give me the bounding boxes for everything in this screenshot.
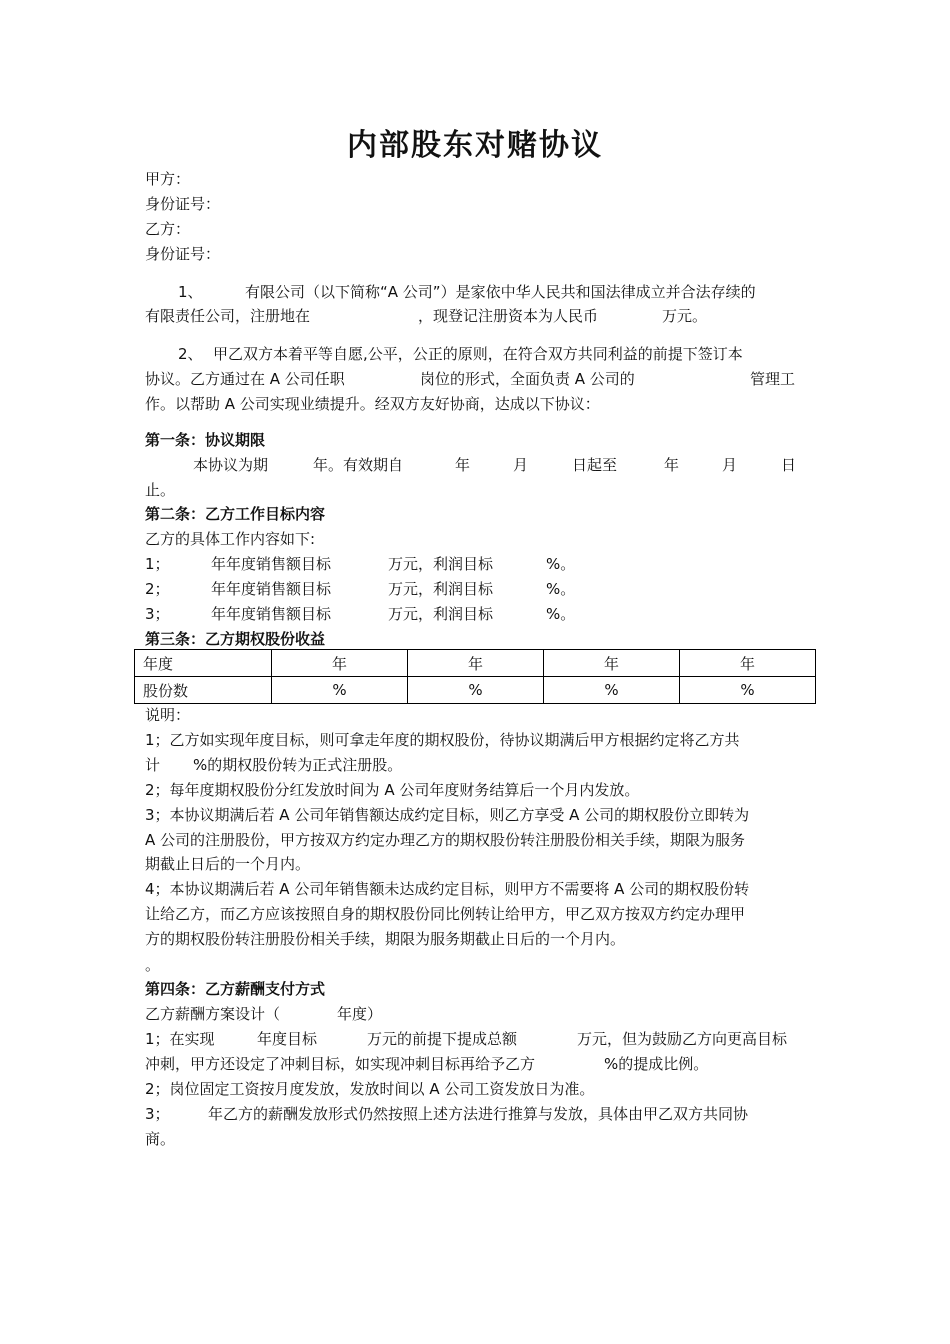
preamble-2-number: 2、 [178, 345, 203, 363]
note-text: 1；乙方如实现年度目标，则可拿走年度的期权股份，待协议期满后甲方根据约定将乙方共 [145, 731, 740, 749]
salary-item-text: 年度目标 [257, 1030, 318, 1048]
table-row [135, 650, 816, 677]
table-cell: 年 [272, 650, 408, 677]
table-cell: 年度 [135, 650, 272, 677]
equity-table [134, 649, 816, 704]
target-item-percent: %。 [546, 580, 576, 598]
table-cell: 股份数 [135, 677, 272, 704]
table-cell: % [272, 677, 408, 704]
target-item-sales: 年年度销售额目标 [211, 605, 332, 623]
salary-item-text: 3； [145, 1105, 170, 1123]
salary-item-text: 万元的前提下提成总额 [367, 1030, 518, 1048]
note-text: A 公司的注册股份，甲方按双方约定办理乙方的期权股份转注册股份相关手续，期限为服务 [145, 831, 746, 849]
table-cell: 年 [680, 650, 816, 677]
note-text: 4；本协议期满后若 A 公司年销售额未达成约定目标，则甲方不需要将 A 公司的期权股份转 [145, 880, 750, 898]
party-a-label: 甲方： [145, 170, 191, 188]
preamble-1-text: 有限责任公司，注册地在 [145, 307, 311, 325]
target-item-sales: 年年度销售额目标 [211, 580, 332, 598]
salary-item-text: 1；在实现 [145, 1030, 215, 1048]
note-text: 让给乙方，而乙方应该按照自身的期权股份同比例转让给甲方，甲乙双方按双方约定办理甲 [145, 905, 746, 923]
salary-item-text: %的提成比例。 [604, 1055, 709, 1073]
article-1-heading: 第一条：协议期限 [145, 431, 266, 449]
target-item-profit: 万元，利润目标 [388, 605, 494, 623]
preamble-2-text: 管理工 [750, 370, 796, 388]
article-1-text: 月 [722, 456, 738, 474]
preamble-2-text: 协议。乙方通过在 A 公司任职 [145, 370, 345, 388]
article-1-text: 本协议为期 [193, 456, 269, 474]
party-b-id-label: 身份证号： [145, 245, 221, 263]
table-cell: 年 [408, 650, 544, 677]
note-text: 2；每年度期权股份分红发放时间为 A 公司年度财务结算后一个月内发放。 [145, 781, 640, 799]
party-a-id-label: 身份证号： [145, 195, 221, 213]
target-item-number: 2； [145, 580, 170, 598]
article-1-text: 年 [455, 456, 471, 474]
table-cell: % [408, 677, 544, 704]
preamble-1-text: 万元。 [662, 307, 708, 325]
article-2-intro: 乙方的具体工作内容如下: [145, 530, 316, 548]
salary-item-text: 万元，但为鼓励乙方向更高目标 [577, 1030, 788, 1048]
article-1-text: 月 [513, 456, 529, 474]
article-1-text: 日 [781, 456, 797, 474]
stray-period: 。 [145, 956, 161, 974]
preamble-1-number: 1、 [178, 283, 203, 301]
table-cell: % [680, 677, 816, 704]
target-item-profit: 万元，利润目标 [388, 555, 494, 573]
note-text: 3；本协议期满后若 A 公司年销售额达成约定目标，则乙方享受 A 公司的期权股份立即转为 [145, 806, 750, 824]
salary-item-text: 冲刺，甲方还设定了冲刺目标，如实现冲刺目标再给予乙方 [145, 1055, 536, 1073]
article-1-text: 年。有效期自 [313, 456, 404, 474]
article-1-text: 年 [664, 456, 680, 474]
target-item-percent: %。 [546, 605, 576, 623]
note-text: 计 [145, 756, 161, 774]
target-item-profit: 万元，利润目标 [388, 580, 494, 598]
note-text: 方的期权股份转注册股份相关手续，期限为服务期截止日后的一个月内。 [145, 930, 626, 948]
salary-design-text: 年度） [337, 1005, 383, 1023]
target-item-sales: 年年度销售额目标 [211, 555, 332, 573]
target-item-number: 1； [145, 555, 170, 573]
salary-item-text: 2；岗位固定工资按月度发放，发放时间以 A 公司工资发放日为准。 [145, 1080, 595, 1098]
article-2-heading: 第二条：乙方工作目标内容 [145, 505, 326, 523]
salary-design-text: 乙方薪酬方案设计（ [145, 1005, 281, 1023]
target-item-percent: %。 [546, 555, 576, 573]
preamble-1-text: 有限公司（以下简称“A 公司”）是家依中华人民共和国法律成立并合法存续的 [245, 283, 756, 301]
note-text: %的期权股份转为正式注册股。 [193, 756, 403, 774]
party-b-label: 乙方： [145, 220, 191, 238]
preamble-2-text: 岗位的形式，全面负责 A 公司的 [420, 370, 635, 388]
table-cell: 年 [544, 650, 680, 677]
article-4-heading: 第四条：乙方薪酬支付方式 [145, 980, 326, 998]
target-item-number: 3； [145, 605, 170, 623]
salary-item-text: 年乙方的薪酬发放形式仍然按照上述方法进行推算与发放，具体由甲乙双方共同协 [208, 1105, 749, 1123]
article-1-text: 日起至 [572, 456, 618, 474]
article-3-heading: 第三条：乙方期权股份收益 [145, 630, 326, 648]
table-cell: % [544, 677, 680, 704]
preamble-2-text: 甲乙双方本着平等自愿,公平，公正的原则，在符合双方共同利益的前提下签订本 [213, 345, 743, 363]
document-title: 内部股东对赌协议 [347, 128, 603, 163]
article-1-text: 止。 [145, 481, 176, 499]
salary-item-text: 商。 [145, 1130, 176, 1148]
note-text: 期截止日后的一个月内。 [145, 855, 311, 873]
preamble-2-text: 作。以帮助 A 公司实现业绩提升。经双方友好协商，达成以下协议： [145, 395, 600, 413]
notes-label: 说明： [145, 706, 191, 724]
preamble-1-text: ，现登记注册资本为人民币 [418, 307, 599, 325]
table-row [135, 677, 816, 704]
